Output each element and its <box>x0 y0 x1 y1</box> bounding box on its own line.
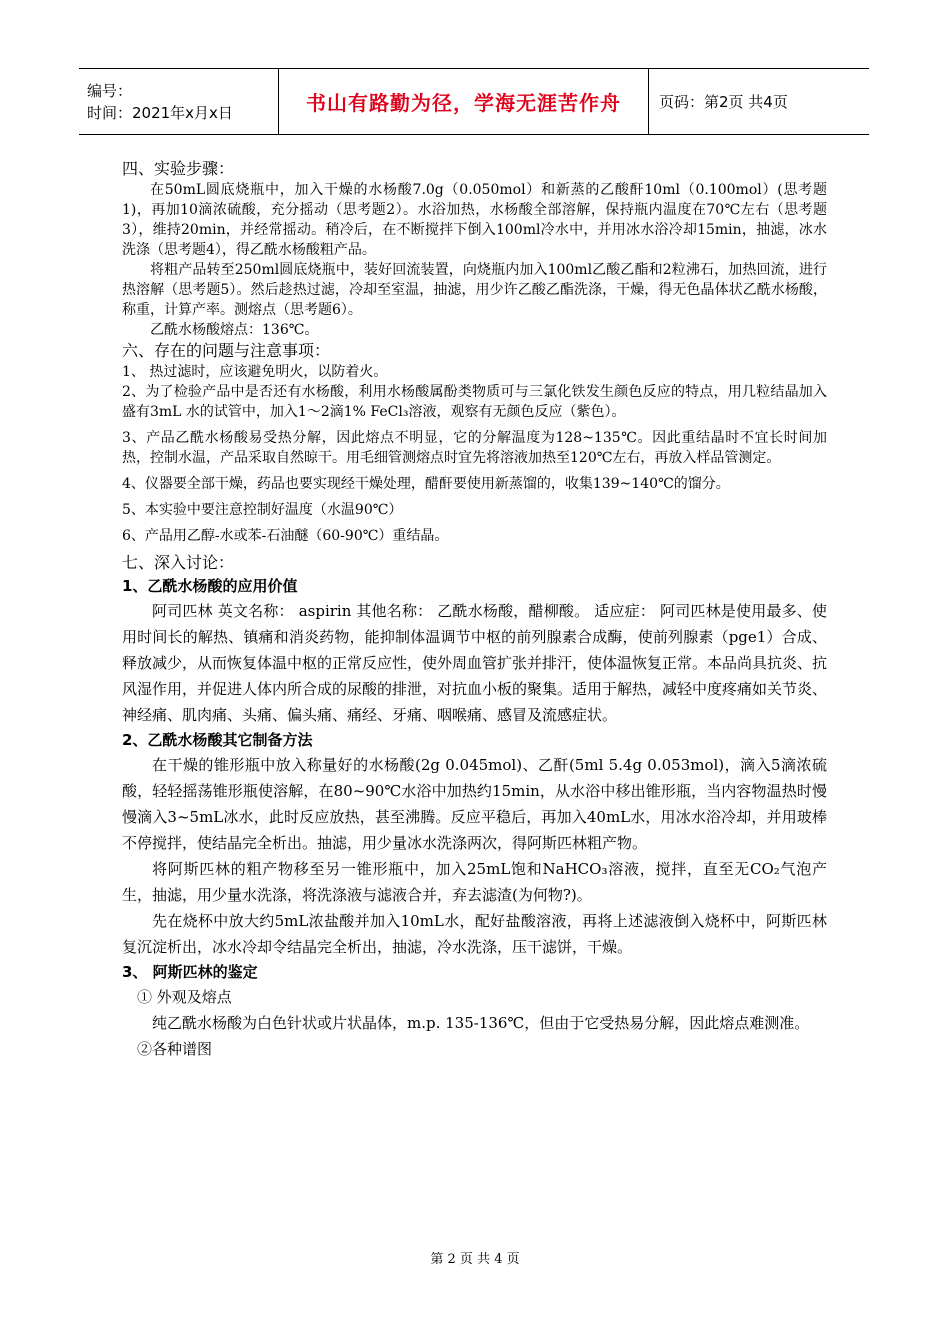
subsection-paragraph: 将阿斯匹林的粗产物移至另一锥形瓶中，加入25mL饱和NaHCO₃溶液，搅拌，直至无CO₂气泡产生，抽滤，用少量水洗涤，将洗涤液与滤液合并，弃去滤渣(为何物?)。 <box>122 860 827 904</box>
section7-title: 七、深入讨论： <box>122 553 235 572</box>
page-info: 页码：第2页 共4页 <box>659 93 788 111</box>
list-item: 1、 热过滤时，应该避免明火，以防着火。 <box>122 364 388 380</box>
list-item: 3、产品乙酰水杨酸易受热分解，因此熔点不明显，它的分解温度为128~135℃。因此重结晶时不宜长时间加热，控制水温，产品采取自然晾干。用毛细管测熔点时宜先将溶液加热至120℃左右，再放入样品管测定。 <box>122 430 827 466</box>
document-body <box>122 158 827 1062</box>
date-line: 时间：2021年x月x日 <box>87 103 233 122</box>
subsection-paragraph: 在干燥的锥形瓶中放入称量好的水杨酸(2g 0.045mol)、乙酐(5ml 5.4g 0.053mol)，滴入5滴浓硫酸，轻轻摇荡锥形瓶使溶解，在80~90℃水浴中加热约15min，从水浴中移出锥形瓶，当内容物温热时慢慢滴入3~5mL冰水，此时反应放热，甚至沸腾。反应平稳后，再加入40mL水，用冰水浴冷却，并用玻棒不停搅拌，使结晶完全析出。抽滤，用少量冰水洗涤两次，得阿斯匹林粗产物。 <box>122 756 827 852</box>
subsection-paragraph: 纯乙酰水杨酸为白色针状或片状晶体，m.p. 135-136℃，但由于它受热易分解，因此熔点难测准。 <box>152 1014 810 1032</box>
subsection-title: 1、乙酰水杨酸的应用价值 <box>122 577 298 595</box>
subsection-paragraph: 先在烧杯中放大约5mL浓盐酸并加入10mL水，配好盐酸溶液，再将上述滤液倒入烧杯中，阿斯匹林复沉淀析出，冰水冷却令结晶完全析出，抽滤，冷水洗涤，压干滤饼，干燥。 <box>122 912 827 956</box>
section6-title: 六、存在的问题与注意事项： <box>122 341 331 360</box>
motto: 书山有路勤为径，学海无涯苦作舟 <box>306 91 621 115</box>
header-page-cell <box>649 69 869 134</box>
subsection-title: 3、 阿斯匹林的鉴定 <box>122 963 258 981</box>
page-footer: 第 2 页 共 4 页 <box>430 1252 520 1267</box>
list-item: 6、产品用乙醇-水或苯-石油醚（60-90℃）重结晶。 <box>122 528 449 544</box>
list-item: 5、本实验中要注意控制好温度（水温90℃） <box>122 502 403 518</box>
number-label: 编号： <box>87 81 133 100</box>
section4-paragraph: 将粗产品转至250ml圆底烧瓶中，装好回流装置，向烧瓶内加入100ml乙酸乙酯和2粒沸石，加热回流，进行热溶解（思考题5）。然后趁热过滤，冷却至室温，抽滤，用少许乙酸乙酯洗涤，干燥，得无色晶体状乙酰水杨酸，称重，计算产率。测熔点（思考题6）。 <box>122 262 827 318</box>
section4-paragraph: 在50mL圆底烧瓶中，加入干燥的水杨酸7.0g（0.050mol）和新蒸的乙酸酐10ml（0.100mol）(思考题1)，再加10滴浓硫酸，充分摇动（思考题2）。水浴加热，水杨酸全部溶解，保持瓶内温度在70℃左右（思考题3），维持20min，并经常摇动。稍冷后，在不断搅拌下倒入100ml冷水中，并用冰水浴冷却15min，抽滤，冰水洗涤（思考题4），得乙酰水杨酸粗产品。 <box>122 182 827 258</box>
subsection-paragraph: 阿司匹林 英文名称： aspirin 其他名称： 乙酰水杨酸，醋柳酸。 适应症： 阿司匹林是使用最多、使用时间长的解热、镇痛和消炎药物，能抑制体温调节中枢的前列腺素合成酶，使前列腺素（pge1）合成、释放减少，从而恢复体温中枢的正常反应性，使外周血管扩张并排汗，使体温恢复正常。本品尚具抗炎、抗风湿作用，并促进人体内所合成的尿酸的排泄，对抗血小板的聚集。适用于解热，减轻中度疼痛如关节炎、神经痛、肌肉痛、头痛、偏头痛、痛经、牙痛、咽喉痛、感冒及流感症状。 <box>122 602 828 724</box>
section4-paragraph: 乙酰水杨酸熔点：136℃。 <box>150 322 319 338</box>
list-item: 2、为了检验产品中是否还有水杨酸，利用水杨酸属酚类物质可与三氯化铁发生颜色反应的特点，用几粒结晶加入盛有3mL 水的试管中，加入1～2滴1% FeCl₃溶液，观察有无颜色反应（紫色）。 <box>122 384 827 420</box>
list-item: ① 外观及熔点 <box>137 988 232 1006</box>
header-motto-cell <box>279 69 649 134</box>
section4-title: 四、实验步骤： <box>122 159 235 178</box>
page-header <box>79 68 869 135</box>
list-item: ②各种谱图 <box>137 1040 213 1058</box>
list-item: 4、仪器要全部干燥，药品也要实现经干燥处理，醋酐要使用新蒸馏的，收集139~140℃的馏分。 <box>122 476 730 492</box>
header-meta <box>79 69 279 134</box>
subsection-title: 2、乙酰水杨酸其它制备方法 <box>122 731 313 749</box>
